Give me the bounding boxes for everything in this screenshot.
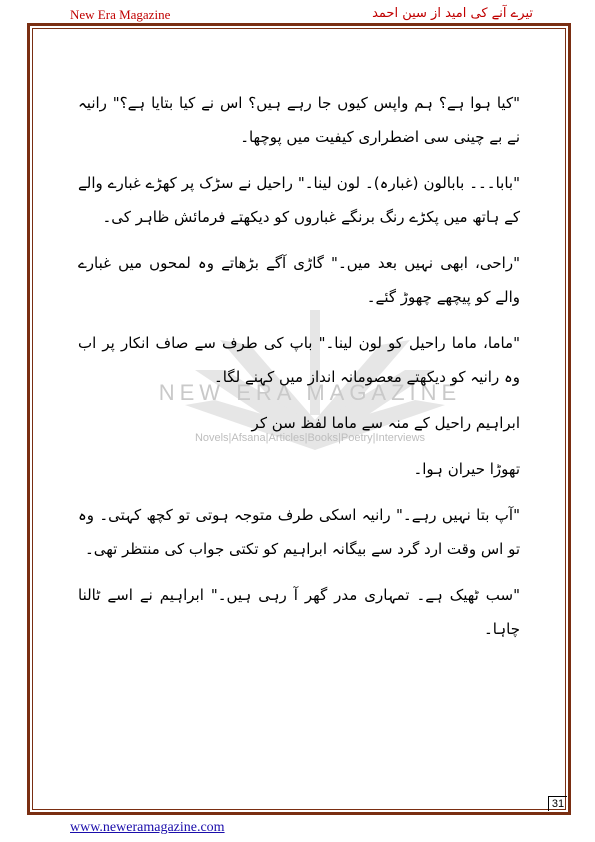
watermark-subtitle: Novels|Afsana|Articles|Books|Poetry|Interviews [194,432,426,444]
novel-title: تیرے آنے کی امید از سین احمد [372,6,533,21]
paragraph: "بابا۔۔۔ بابالون (غبارہ)۔ لون لینا۔" راحیل نے سڑک پر کھڑے غبارے والے کے ہاتھ میں پکڑے رنگ برنگے غباروں کو دیکھتے فرمائش ظاہر کی۔ [78,174,520,226]
paragraph: "سب ٹھیک ہے۔ تمہاری مدر گھر آ رہی ہیں۔" ابراہیم نے اسے ٹالنا چاہا۔ [78,586,520,638]
paragraph: "کیا ہوا ہے؟ ہم واپس کیوں جا رہے ہیں؟ اس نے کیا بتایا ہے؟" رانیہ نے بے چینی سی اضطراری کیفیت میں پوچھا۔ [78,94,520,146]
paragraph: تھوڑا حیران ہوا۔ [413,460,520,478]
story-content [78,86,520,658]
paragraph: "راحی، ابھی نہیں بعد میں۔" گاڑی آگے بڑھاتے وہ لمحوں میں غبارے والے کو پیچھے چھوڑ گئے۔ [78,254,520,306]
watermark-title: NEW ERA MAGAZINE [158,380,462,405]
paragraph: "آپ بتا نہیں رہے۔" رانیہ اسکی طرف متوجہ ہوتی تو کچھ کہتی۔ وہ تو اس وقت ارد گرد سے بیگانہ ابراہیم کو تکتی جواب کی منتظر تھی۔ [78,506,520,558]
magazine-name: New Era Magazine [70,7,171,22]
page-number: 31 [548,796,567,811]
paragraph: "ماما، ماما راحیل کو لون لینا۔" باپ کی طرف سے صاف انکار پر اب وہ رانیہ کو دیکھتے معصومانہ انداز میں کہنے لگا۔ [78,334,520,386]
paragraph: ابراہیم راحیل کے منہ سے ماما لفظ سن کر [251,414,520,432]
website-link[interactable]: www.neweramagazine.com [70,820,225,835]
